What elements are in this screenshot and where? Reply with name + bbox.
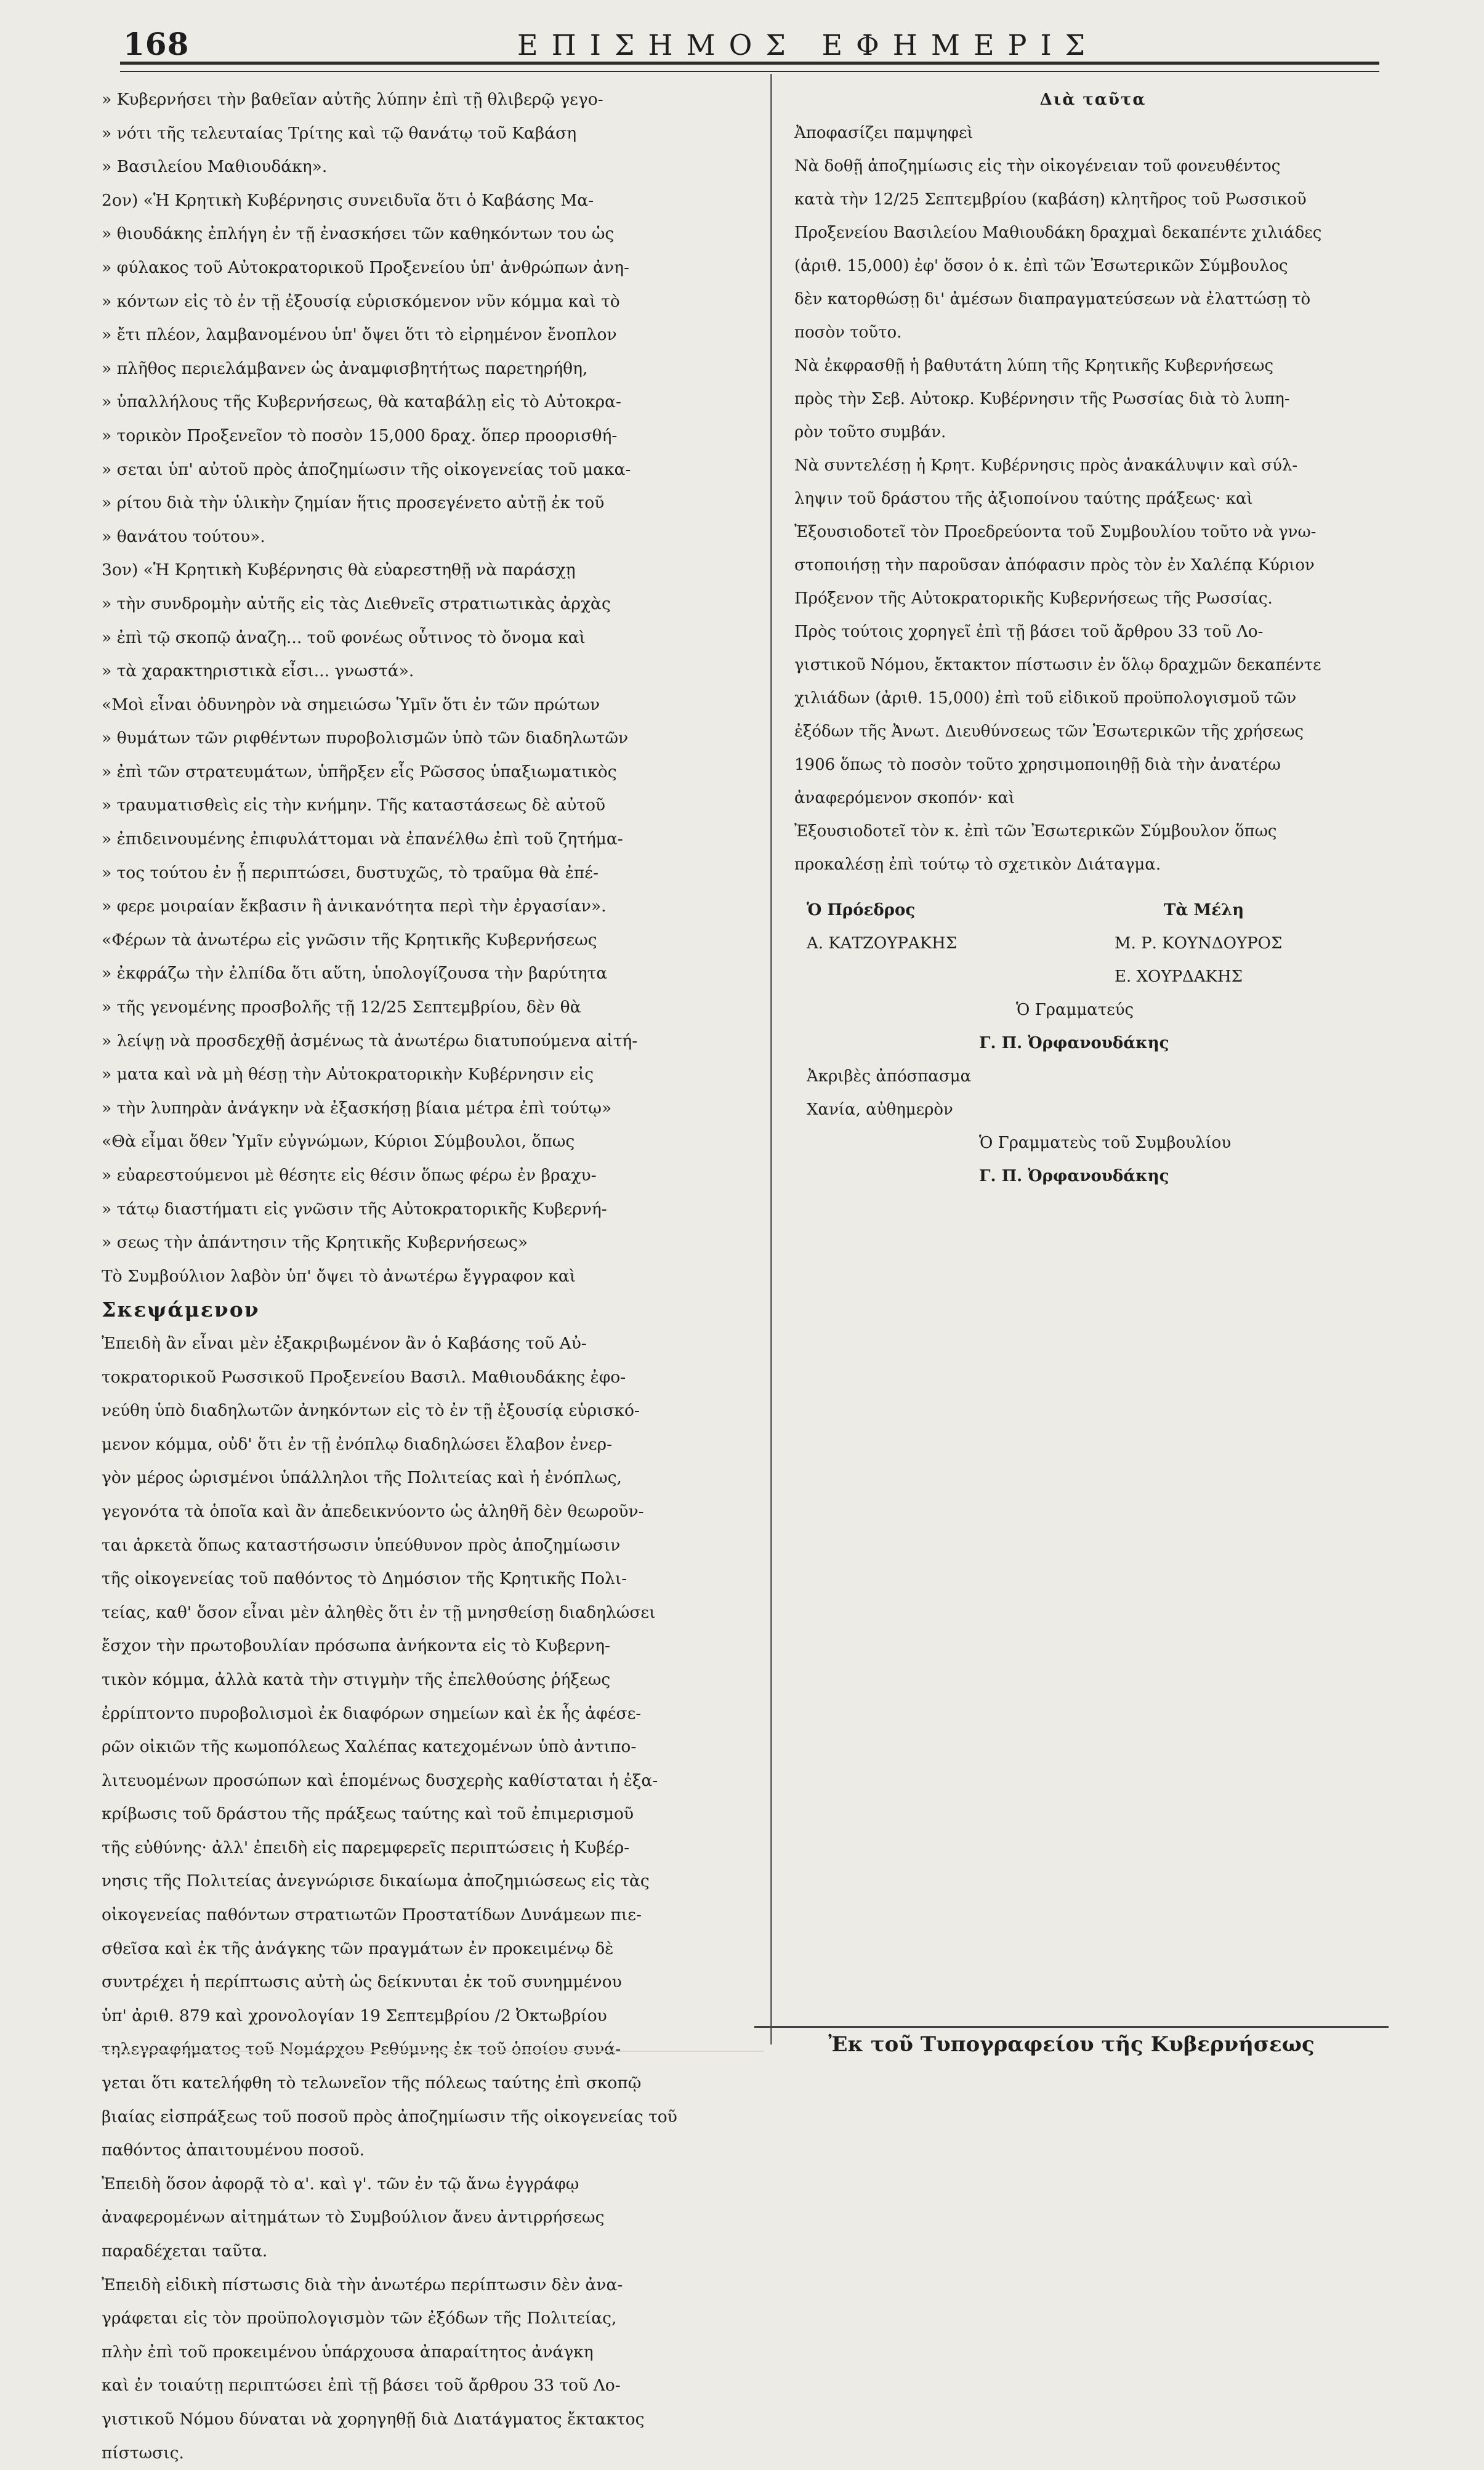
text-line: » ματα καὶ νὰ μὴ θέσῃ τὴν Αὐτοκρατορικὴν Κυβέρνησιν εἰς bbox=[102, 1065, 594, 1084]
text-line: σθεῖσα καὶ ἐκ τῆς ἀνάγκης τῶν πραγμάτων ἐν προκειμένῳ δὲ bbox=[102, 1939, 614, 1958]
text-line: Ἐπειδὴ ὅσον ἀφορᾷ τὸ α'. καὶ γ'. τῶν ἐν τῷ ἄνω ἐγγράφῳ bbox=[102, 2174, 579, 2194]
text-line: τικὸν κόμμα, ἀλλὰ κατὰ τὴν στιγμὴν τῆς ἐπελθούσης ῥήξεως bbox=[102, 1669, 611, 1689]
printer-imprint: Ἐκ τοῦ Τυπογραφείου τῆς Κυβερνήσεως bbox=[828, 2032, 1315, 2057]
text-line: » κόντων εἰς τὸ ἐν τῇ ἐξουσίᾳ εὑρισκόμενον νῦν κόμμα καὶ τὸ bbox=[102, 291, 620, 311]
secretary-label-2: Ὁ Γραμματεὺς τοῦ Συμβουλίου bbox=[979, 1134, 1232, 1152]
text-line: παραδέχεται ταῦτα. bbox=[102, 2242, 268, 2261]
right-column bbox=[794, 83, 1392, 1193]
text-line: Ἐξουσιοδοτεῖ τὸν κ. ἐπὶ τῶν Ἐσωτερικῶν Σύμβουλον ὅπως bbox=[794, 822, 1277, 841]
place-date: Χανία, αὐθημερὸν bbox=[807, 1100, 953, 1119]
left-column bbox=[102, 83, 754, 2470]
text-line: καὶ ἐν τοιαύτῃ περιπτώσει ἐπὶ τῇ βάσει τοῦ ἄρθρου 33 τοῦ Λο- bbox=[102, 2376, 621, 2395]
text-line: δὲν κατορθώσῃ δι' ἀμέσων διαπραγματεύσεων νὰ ἐλαττώσῃ τὸ bbox=[794, 290, 1311, 309]
text-line: στοποιήσῃ τὴν παροῦσαν ἀπόφασιν πρὸς τὸν ἐν Χαλέπᾳ Κύριον bbox=[794, 556, 1315, 575]
text-line: » τὴν συνδρομὴν αὐτῆς εἰς τὰς Διεθνεῖς στρατιωτικὰς ἀρχὰς bbox=[102, 594, 611, 613]
text-line: » ἐπιδεινουμένης ἐπιφυλάττομαι νὰ ἐπανέλθω ἐπὶ τοῦ ζητήμα- bbox=[102, 829, 623, 849]
text-line: » ἐκφράζω τὴν ἐλπίδα ὅτι αὕτη, ὑπολογίζουσα τὴν βαρύτητα bbox=[102, 964, 608, 983]
text-line: » θανάτου τούτου». bbox=[102, 527, 265, 546]
signature-member-row bbox=[794, 960, 1392, 993]
text-line: » λείψῃ νὰ προσδεχθῇ ἀσμένως τὰ ἀνωτέρω διατυπούμενα αἰτή- bbox=[102, 1031, 638, 1051]
text-line: Ἐπειδὴ ἂν εἶναι μὲν ἐξακριβωμένον ἂν ὁ Καβάσης τοῦ Αὐ- bbox=[102, 1333, 587, 1353]
text-line: » νότι τῆς τελευταίας Τρίτης καὶ τῷ θανάτῳ τοῦ Καβάση bbox=[102, 123, 577, 143]
column-divider bbox=[770, 74, 772, 2044]
text-line: γὸν μέρος ὡρισμένοι ὑπάλληλοι τῆς Πολιτείας καὶ ἡ ἐνόπλως, bbox=[102, 1468, 622, 1488]
text-line: «Μοὶ εἶναι ὀδυνηρὸν νὰ σημειώσω Ὑμῖν ὅτι ἐν τῶν πρώτων bbox=[102, 695, 600, 714]
text-line: » Βασιλείου Μαθιουδάκη». bbox=[102, 157, 328, 177]
text-line: » εὐαρεστούμενοι μὲ θέσητε εἰς θέσιν ὅπως φέρω ἐν βραχυ- bbox=[102, 1166, 597, 1185]
text-line: 1906 ὅπως τὸ ποσὸν τοῦτο χρησιμοποιηθῇ διὰ τὴν ἀνατέρω bbox=[794, 756, 1281, 774]
president-label: Ὁ Πρόεδρος bbox=[807, 901, 916, 919]
text-line: » τος τούτου ἐν ᾗ περιπτώσει, δυστυχῶς, τὸ τραῦμα θὰ ἐπέ- bbox=[102, 863, 599, 882]
text-line: γιστικοῦ Νόμου δύναται νὰ χορηγηθῇ διὰ Διατάγματος ἔκτακτος bbox=[102, 2409, 645, 2429]
text-line: » ἐπὶ τῷ σκοπῷ ἀναζη... τοῦ φονέως οὗτινος τὸ ὄνομα καὶ bbox=[102, 628, 586, 647]
text-line: νησις τῆς Πολιτείας ἀνεγνώρισε δικαίωμα ἀποζημιώσεως εἰς τὰς bbox=[102, 1871, 650, 1891]
text-line: «Θὰ εἶμαι ὅθεν Ὑμῖν εὐγνώμων, Κύριοι Σύμβουλοι, ὅπως bbox=[102, 1132, 575, 1152]
text-line: » τὰ χαρακτηριστικὰ εἶσι... γνωστά». bbox=[102, 661, 414, 681]
text-line: οἰκογενείας παθόντων στρατιωτῶν Προστατίδων Δυνάμεων πιε- bbox=[102, 1905, 642, 1925]
gazette-title: ΕΠΙΣΗΜΟΣ ΕΦΗΜΕΡΙΣ bbox=[517, 28, 1099, 62]
text-line: Ἐξουσιοδοτεῖ τὸν Προεδρεύοντα τοῦ Συμβουλίου τοῦτο νὰ γνω- bbox=[794, 523, 1317, 541]
text-line: » θιουδάκης ἐπλήγη ἐν τῇ ἐνασκήσει τῶν καθηκόντων του ὡς bbox=[102, 224, 615, 244]
text-line: ρὸν τοῦτο συμβάν. bbox=[794, 423, 946, 442]
text-line: νεύθη ὑπὸ διαδηλωτῶν ἀνηκόντων εἰς τὸ ἐν τῇ ἐξουσίᾳ εὑρισκό- bbox=[102, 1401, 640, 1421]
text-line: Νὰ ἐκφρασθῇ ἡ βαθυτάτη λύπη τῆς Κρητικῆς Κυβερνήσεως bbox=[794, 357, 1274, 375]
text-line: ἐξόδων τῆς Ἀνωτ. Διευθύνσεως τῶν Ἐσωτερικῶν τῆς χρήσεως bbox=[794, 722, 1304, 741]
text-line: πλὴν ἐπὶ τοῦ προκειμένου ὑπάρχουσα ἀπαραίτητος ἀνάγκη bbox=[102, 2342, 594, 2362]
text-line: » ὑπαλλήλους τῆς Κυβερνήσεως, θὰ καταβάλῃ εἰς τὸ Αὐτοκρα- bbox=[102, 392, 621, 412]
text-line: Ἐπειδὴ εἰδικὴ πίστωσις διὰ τὴν ἀνωτέρω περίπτωσιν δὲν ἀνα- bbox=[102, 2275, 623, 2294]
text-line: » θυμάτων τῶν ριφθέντων πυροβολισμῶν ὑπὸ τῶν διαδηλωτῶν bbox=[102, 728, 629, 748]
text-line: γεται ὅτι κατελήφθη τὸ τελωνεῖον τῆς πόλεως ταύτης ἐπὶ σκοπῷ bbox=[102, 2073, 642, 2093]
text-line: γράφεται εἰς τὸν προϋπολογισμὸν τῶν ἐξόδων τῆς Πολιτείας, bbox=[102, 2309, 617, 2328]
text-line: » τάτῳ διαστήματι εἰς γνῶσιν τῆς Αὐτοκρατορικῆς Κυβερνή- bbox=[102, 1199, 607, 1219]
text-line: » τορικὸν Προξενεῖον τὸ ποσὸν 15,000 δραχ. ὅπερ προορισθή- bbox=[102, 426, 618, 445]
text-line: κρίβωσις τοῦ δράστου τῆς πράξεως ταύτης καὶ τοῦ ἐπιμερισμοῦ bbox=[102, 1804, 634, 1824]
secretary-label-1: Ὁ Γραμματεύς bbox=[1016, 1001, 1134, 1019]
text-line: ἐρρίπτοντο πυροβολισμοὶ ἐκ διαφόρων σημείων καὶ ἐκ ἧς ἀφέσε- bbox=[102, 1703, 642, 1723]
text-line: τοκρατορικοῦ Ρωσσικοῦ Προξενείου Βασιλ. Μαθιουδάκης ἐφο- bbox=[102, 1367, 626, 1387]
text-line: » ρίτου διὰ τὴν ὑλικὴν ζημίαν ἥτις προσεγένετο αὐτῇ ἐκ τοῦ bbox=[102, 493, 605, 513]
footer-rule bbox=[754, 2026, 1389, 2028]
text-line: Πρὸς τούτοις χορηγεῖ ἐπὶ τῇ βάσει τοῦ ἄρθρου 33 τοῦ Λο- bbox=[794, 623, 1264, 641]
text-line: Νὰ συντελέσῃ ἡ Κρητ. Κυβέρνησις πρὸς ἀνακάλυψιν καὶ σύλ- bbox=[794, 456, 1298, 475]
decision-text bbox=[794, 116, 1392, 881]
text-line: » σεως τὴν ἀπάντησιν τῆς Κρητικῆς Κυβερνήσεως» bbox=[102, 1233, 528, 1253]
text-line: 3ον) «Ἡ Κρητικὴ Κυβέρνησις θὰ εὐαρεστηθῇ νὰ παράσχῃ bbox=[102, 560, 576, 580]
text-line: 2ον) «Ἡ Κρητικὴ Κυβέρνησις συνειδυῖα ὅτι ὁ Καβάσης Μα- bbox=[102, 190, 594, 210]
secretary-row-2 bbox=[794, 1126, 1392, 1160]
text-line: κατὰ τὴν 12/25 Σεπτεμβρίου (καβάση) κλητῆρος τοῦ Ρωσσικοῦ bbox=[794, 190, 1307, 209]
section-heading: Σκεψάμενον bbox=[102, 1298, 260, 1322]
text-line: πρὸς τὴν Σεβ. Αὐτοκρ. Κυβέρνησιν τῆς Ρωσσίας διὰ τὸ λυπη- bbox=[794, 390, 1290, 408]
text-line: » τραυματισθεὶς εἰς τὴν κνήμην. Τῆς καταστάσεως δὲ αὐτοῦ bbox=[102, 796, 606, 815]
text-line: ται ἀρκετὰ ὅπως καταστήσωσιν ὑπεύθυνον πρὸς ἀποζημίωσιν bbox=[102, 1535, 621, 1555]
text-line: βιαίας εἰσπράξεως τοῦ ποσοῦ πρὸς ἀποζημίωσιν τῆς οἰκογενείας τοῦ bbox=[102, 2107, 677, 2126]
header-rule bbox=[120, 62, 1379, 72]
text-line: Πρόξενον τῆς Αὐτοκρατορικῆς Κυβερνήσεως τῆς Ρωσσίας. bbox=[794, 589, 1273, 608]
secretary-name-1: Γ. Π. Ὀρφανουδάκης bbox=[979, 1034, 1169, 1052]
text-line: » ἔτι πλέον, λαμβανομένου ὑπ' ὄψει ὅτι τὸ εἰρημένον ἔνοπλον bbox=[102, 325, 617, 345]
secretary-name-row-2 bbox=[794, 1160, 1392, 1193]
certified-copy: Ἀκριβὲς ἀπόσπασμα bbox=[807, 1067, 972, 1086]
text-line: » φύλακος τοῦ Αὐτοκρατορικοῦ Προξενείου ὑπ' ἀνθρώπων ἀνη- bbox=[102, 257, 629, 277]
text-line: » Κυβερνήσει τὴν βαθεῖαν αὐτῆς λύπην ἐπὶ τῇ θλιβερῷ γεγο- bbox=[102, 90, 603, 109]
text-line: » σεται ὑπ' αὐτοῦ πρὸς ἀποζημίωσιν τῆς οἰκογενείας τοῦ μακα- bbox=[102, 459, 631, 479]
text-line: ρῶν οἰκιῶν τῆς κωμοπόλεως Χαλέπας κατεχομένων ὑπὸ ἀντιπο- bbox=[102, 1737, 637, 1757]
text-line: προκαλέσῃ ἐπὶ τούτῳ τὸ σχετικὸν Διάταγμα. bbox=[794, 855, 1161, 874]
text-line: χιλιάδων (ἀριθ. 15,000) ἐπὶ τοῦ εἰδικοῦ προϋπολογισμοῦ τῶν bbox=[794, 689, 1297, 708]
text-line: τῆς οἰκογενείας τοῦ παθόντος τὸ Δημόσιον τῆς Κρητικῆς Πολι- bbox=[102, 1569, 627, 1589]
secretary-name-2: Γ. Π. Ὀρφανουδάκης bbox=[979, 1167, 1169, 1185]
page-number: 168 bbox=[123, 26, 190, 62]
text-line: Τὸ Συμβούλιον λαβὸν ὑπ' ὄψει τὸ ἀνωτέρω ἔγγραφον καὶ bbox=[102, 1266, 576, 1286]
text-line: » τὴν λυπηρὰν ἀνάγκην νὰ ἐξασκήσῃ βίαια μέτρα ἐπὶ τούτῳ» bbox=[102, 1098, 612, 1118]
text-line: (ἀριθ. 15,000) ἐφ' ὅσον ὁ κ. ἐπὶ τῶν Ἐσωτερικῶν Σύμβουλος bbox=[794, 257, 1288, 275]
place-date-row bbox=[794, 1093, 1392, 1126]
text-line: πίστωσις. bbox=[102, 2443, 184, 2463]
page-edge-line bbox=[99, 2051, 764, 2064]
text-line: γιστικοῦ Νόμου, ἔκτακτον πίστωσιν ἐν ὅλῳ δραχμῶν δεκαπέντε bbox=[794, 656, 1321, 674]
text-line: ποσὸν τοῦτο. bbox=[794, 323, 902, 342]
text-line: τηλεγραφήματος τοῦ Νομάρχου Ρεθύμνης ἐκ τοῦ ὁποίου συνά- bbox=[102, 2040, 621, 2059]
text-line: τῆς εὐθύνης· ἀλλ' ἐπειδὴ εἰς παρεμφερεῖς περιπτώσεις ἡ Κυβέρ- bbox=[102, 1838, 630, 1857]
text-line: μενον κόμμα, οὐδ' ὅτι ἐν τῇ ἐνόπλῳ διαδηλώσει ἔλαβον ἐνερ- bbox=[102, 1434, 613, 1454]
text-line: συντρέχει ἡ περίπτωσις αὐτὴ ὡς δείκνυται ἐκ τοῦ συνημμένου bbox=[102, 1972, 622, 1992]
text-line: γεγονότα τὰ ὁποῖα καὶ ἂν ἀπεδεικνύοντο ὡς ἀληθῆ δὲν θεωροῦν- bbox=[102, 1501, 644, 1521]
text-line: ἔσχον τὴν πρωτοβουλίαν πρόσωπα ἀνήκοντα εἰς τὸ Κυβερνη- bbox=[102, 1636, 610, 1656]
text-line: τείας, καθ' ὅσον εἶναι μὲν ἀληθὲς ὅτι ἐν τῇ μνησθείσῃ διαδηλώσει bbox=[102, 1602, 656, 1622]
member-2-name: Ε. ΧΟΥΡΔΑΚΗΣ bbox=[1115, 967, 1243, 986]
member-1-name: Μ. Ρ. ΚΟΥΝΔΟΥΡΟΣ bbox=[1115, 934, 1283, 953]
text-line: » πλῆθος περιελάμβανεν ὡς ἀναμφισβητήτως παρετηρήθη, bbox=[102, 358, 588, 378]
members-label: Τὰ Μέλη bbox=[1164, 901, 1244, 919]
secretary-name-row-1 bbox=[794, 1027, 1392, 1060]
text-line: » φερε μοιραίαν ἔκβασιν ἢ ἀνικανότητα περὶ τὴν ἐργασίαν». bbox=[102, 897, 607, 916]
text-line: ἀναφερόμενον σκοπόν· καὶ bbox=[794, 789, 1015, 807]
decision-heading: Διὰ ταῦτα bbox=[1039, 91, 1147, 109]
text-line: » ἐπὶ τῶν στρατευμάτων, ὑπῆρξεν εἷς Ρῶσσος ὑπαξιωματικὸς bbox=[102, 762, 617, 781]
certified-copy-row bbox=[794, 1060, 1392, 1093]
text-line: Νὰ δοθῇ ἀποζημίωσις εἰς τὴν οἰκογένειαν τοῦ φονευθέντος bbox=[794, 157, 1281, 176]
secretary-row-1 bbox=[794, 993, 1392, 1027]
text-line: » τῆς γενομένης προσβολῆς τῇ 12/25 Σεπτεμβρίου, δὲν θὰ bbox=[102, 998, 581, 1017]
text-line: ὑπ' ἀριθ. 879 καὶ χρονολογίαν 19 Σεπτεμβρίου /2 Ὀκτωβρίου bbox=[102, 2006, 607, 2025]
text-line: λιτευομένων προσώπων καὶ ἑπομένως δυσχερὴς καθίσταται ἡ ἐξα- bbox=[102, 1770, 658, 1790]
signature-labels-row bbox=[794, 894, 1392, 927]
text-line: Ἀποφασίζει παμψηφεὶ bbox=[794, 124, 974, 142]
text-line: «Φέρων τὰ ἀνωτέρω εἰς γνῶσιν τῆς Κρητικῆς Κυβερνήσεως bbox=[102, 930, 597, 950]
text-line: παθόντος ἀπαιτουμένου ποσοῦ. bbox=[102, 2141, 365, 2160]
president-name: Α. ΚΑΤΖΟΥΡΑΚΗΣ bbox=[807, 934, 958, 953]
text-line: Προξενείου Βασιλείου Μαθιουδάκη δραχμαὶ δεκαπέντε χιλιάδες bbox=[794, 224, 1322, 242]
signature-names-row bbox=[794, 927, 1392, 960]
text-line: ληψιν τοῦ δράστου τῆς ἀξιοποίνου ταύτης πράξεως· καὶ bbox=[794, 490, 1253, 508]
page-header bbox=[123, 18, 1379, 68]
text-line: ἀναφερομένων αἰτημάτων τὸ Συμβούλιον ἄνευ ἀντιρρήσεως bbox=[102, 2208, 605, 2227]
